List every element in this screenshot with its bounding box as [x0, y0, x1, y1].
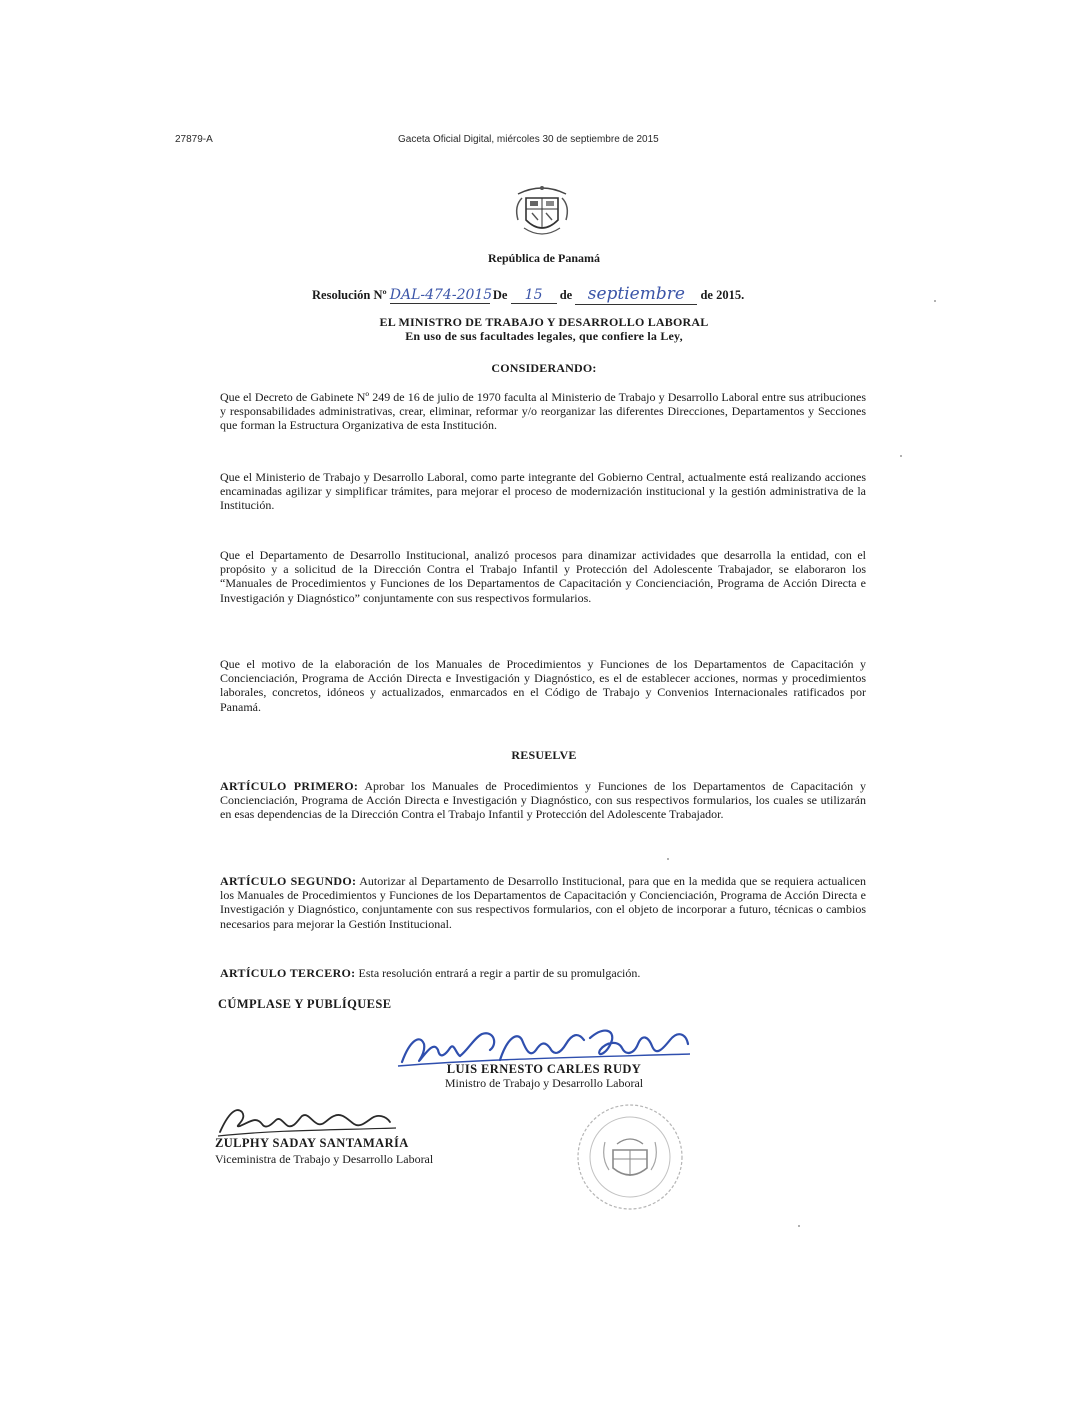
republic-title: República de Panamá — [487, 251, 600, 265]
resolution-number: DAL-474-2015 — [389, 287, 493, 303]
resolution-month: septiembre — [575, 284, 697, 305]
article-text: Esta resolución entrará a regir a partir de su promulgación. — [358, 966, 641, 980]
gazette-number: 27879-A — [175, 134, 213, 145]
resolution-line — [312, 284, 744, 305]
article-label: ARTÍCULO SEGUNDO: — [220, 874, 357, 888]
ministry-heading: EL MINISTRO DE TRABAJO Y DESARROLLO LABORAL — [379, 315, 709, 329]
scan-speck — [667, 858, 669, 860]
article-text: Aprobar los Manuales de Procedimientos y Funciones de los Departamentos de Capacitación y Concienciación, Programa de Acción Directa e Investigación y Diagnóstico, con sus respectivos formularios, los cuales se utilizarán en esas dependencias de la Dirección Contra el Trabajo Infantil y Protección del Adolescente Trabajador. — [220, 779, 866, 822]
article-first — [220, 779, 866, 822]
scan-speck — [900, 455, 902, 457]
resolution-de-label: De — [492, 288, 508, 302]
article-second — [220, 874, 866, 931]
coat-of-arms-icon — [508, 180, 576, 242]
scan-speck — [934, 300, 936, 302]
resolution-day: 15 — [511, 287, 557, 304]
minister-name: LUIS ERNESTO CARLES RUDY — [446, 1062, 642, 1076]
vice-minister-title: Viceministra de Trabajo y Desarrollo Laboral — [215, 1152, 434, 1166]
considerando-paragraph: Que el Ministerio de Trabajo y Desarrollo Laboral, como parte integrante del Gobierno Central, actualmente está realizando acciones encaminadas agilizar y simplificar trámites, para mejorar el proceso de modernización institucional y la gestión administrativa de la Institución. — [220, 470, 866, 513]
closing-formula: CÚMPLASE Y PUBLÍQUESE — [218, 997, 392, 1011]
article-third — [220, 966, 866, 980]
vice-minister-name: ZULPHY SADAY SANTAMARÍA — [215, 1136, 409, 1150]
official-seal-icon — [565, 1102, 695, 1212]
article-label: ARTÍCULO PRIMERO: — [220, 779, 359, 793]
article-text: Autorizar al Departamento de Desarrollo Institucional, para que en la medida que se requiera actualicen los Manuales de Procedimientos y Funciones de los Departamentos de Capacitación y Concienciación, Programa de Acción Directa e Investigación y Diagnóstico, conjuntamente con sus respectivos formularios, con el objeto de incorporar a futuro, técnicas o cambios necesarios para mejorar la Gestión Institucional. — [220, 874, 866, 931]
considerando-heading: CONSIDERANDO: — [491, 361, 597, 375]
considerando-paragraph: Que el Departamento de Desarrollo Institucional, analizó procesos para dinamizar actividades que desarrolla la entidad, con el propósito y a solicitud de la Dirección Contra el Trabajo Infantil y Protección del Adolescente Trabajador, se elaboraron los “Manuales de Procedimientos y Funciones de los Departamentos de Capacitación y Concienciación, Programa de Acción Directa e Investigación y Diagnóstico” conjuntamente con sus respectivos formularios. — [220, 548, 866, 605]
gazette-title: Gaceta Oficial Digital, miércoles 30 de septiembre de 2015 — [398, 134, 659, 145]
powers-line: En uso de sus facultades legales, que confiere la Ley, — [405, 329, 683, 343]
minister-title: Ministro de Trabajo y Desarrollo Laboral — [444, 1076, 644, 1090]
resolution-year: de 2015. — [700, 288, 745, 302]
article-label: ARTÍCULO TERCERO: — [220, 966, 356, 980]
resolution-de-label-2: de — [559, 288, 573, 302]
resolution-prefix: Resolución Nº — [312, 288, 387, 302]
scan-speck — [798, 1225, 800, 1227]
resuelve-heading: RESUELVE — [511, 748, 577, 762]
considerando-paragraph: Que el Decreto de Gabinete Nº 249 de 16 de julio de 1970 faculta al Ministerio de Trabajo y Desarrollo Laboral entre sus atribuciones y responsabilidades administrativas, crear, eliminar, reformar y/o reorganizar las diferentes Direcciones, Departamentos y Secciones que forman la Estructura Organizativa de esta Institución. — [220, 390, 866, 433]
considerando-paragraph: Que el motivo de la elaboración de los Manuales de Procedimientos y Funciones de los Departamentos de Capacitación y Concienciación, Programa de Acción Directa e Investigación y Diagnóstico, es el de establecer acciones, normas y procedimientos laborales, concretos, idóneos y actualizados, enmarcados en el Código de Trabajo y Convenios Internacionales ratificados por Panamá. — [220, 657, 866, 714]
